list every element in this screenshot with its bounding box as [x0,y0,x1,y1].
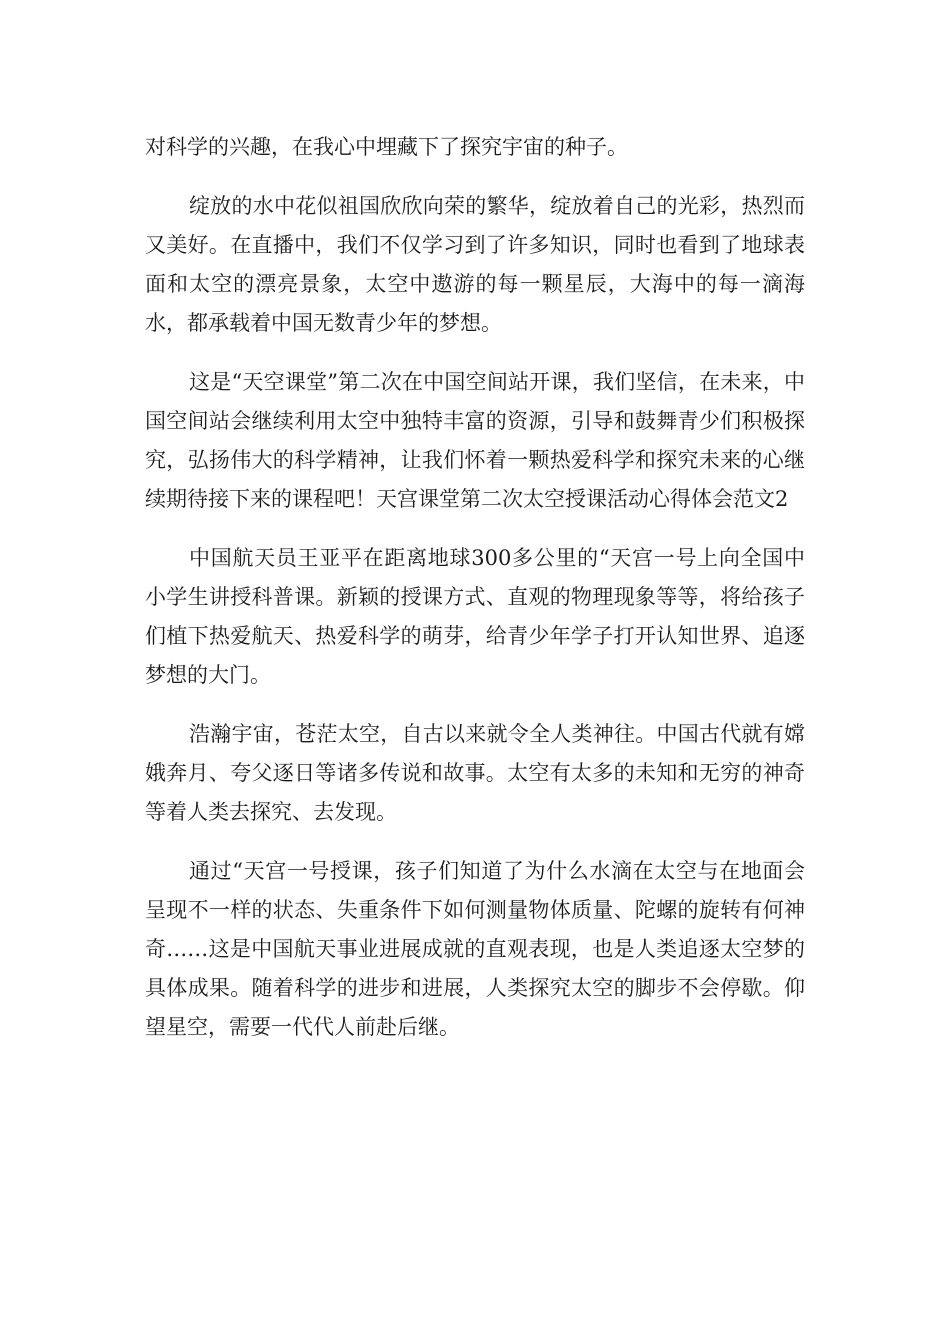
paragraph-continuation: 对科学的兴趣，在我心中埋藏下了探究宇宙的种子。 [145,135,628,159]
paragraph: 中国航天员王亚平在距离地球300多公里的“天宫一号上向全国中小学生讲授科普课。新颖的授课方式、直观的物理现象等等，将给孩子们植下热爱航天、热爱科学的萌芽，给青少年学子打开认知世界、追逐梦想的大门。 [145,546,805,687]
paragraph: 通过“天宫一号授课，孩子们知道了为什么水滴在太空与在地面会呈现不一样的状态、失重条件下如何测量物体质量、陀螺的旋转有何神奇……这是中国航天事业进展成就的直观表现，也是人类追逐太空梦的具体成果。随着科学的进步和进展，人类探究太空的脚步不会停歇。仰望星空，需要一代代人前赴后继。 [145,859,805,1039]
paragraph: 绽放的水中花似祖国欣欣向荣的繁华，绽放着自己的光彩，热烈而又美好。在直播中，我们不仅学习到了许多知识，同时也看到了地球表面和太空的漂亮景象，太空中遨游的每一颗星辰，大海中的每一滴海水，都承载着中国无数青少年的梦想。 [145,194,805,335]
document-body [145,128,805,1067]
paragraph: 浩瀚宇宙，苍茫太空，自古以来就令全人类神往。中国古代就有嫦娥奔月、夸父逐日等诸多传说和故事。太空有太多的未知和无穷的神奇等着人类去探究、去发现。 [145,722,805,824]
paragraph: 这是“天空课堂”第二次在中国空间站开课，我们坚信，在未来，中国空间站会继续利用太空中独特丰富的资源，引导和鼓舞青少们积极探究，弘扬伟大的科学精神，让我们怀着一颗热爱科学和探究未来的心继续期待接下来的课程吧！天宫课堂第二次太空授课活动心得体会范文2 [145,370,805,511]
